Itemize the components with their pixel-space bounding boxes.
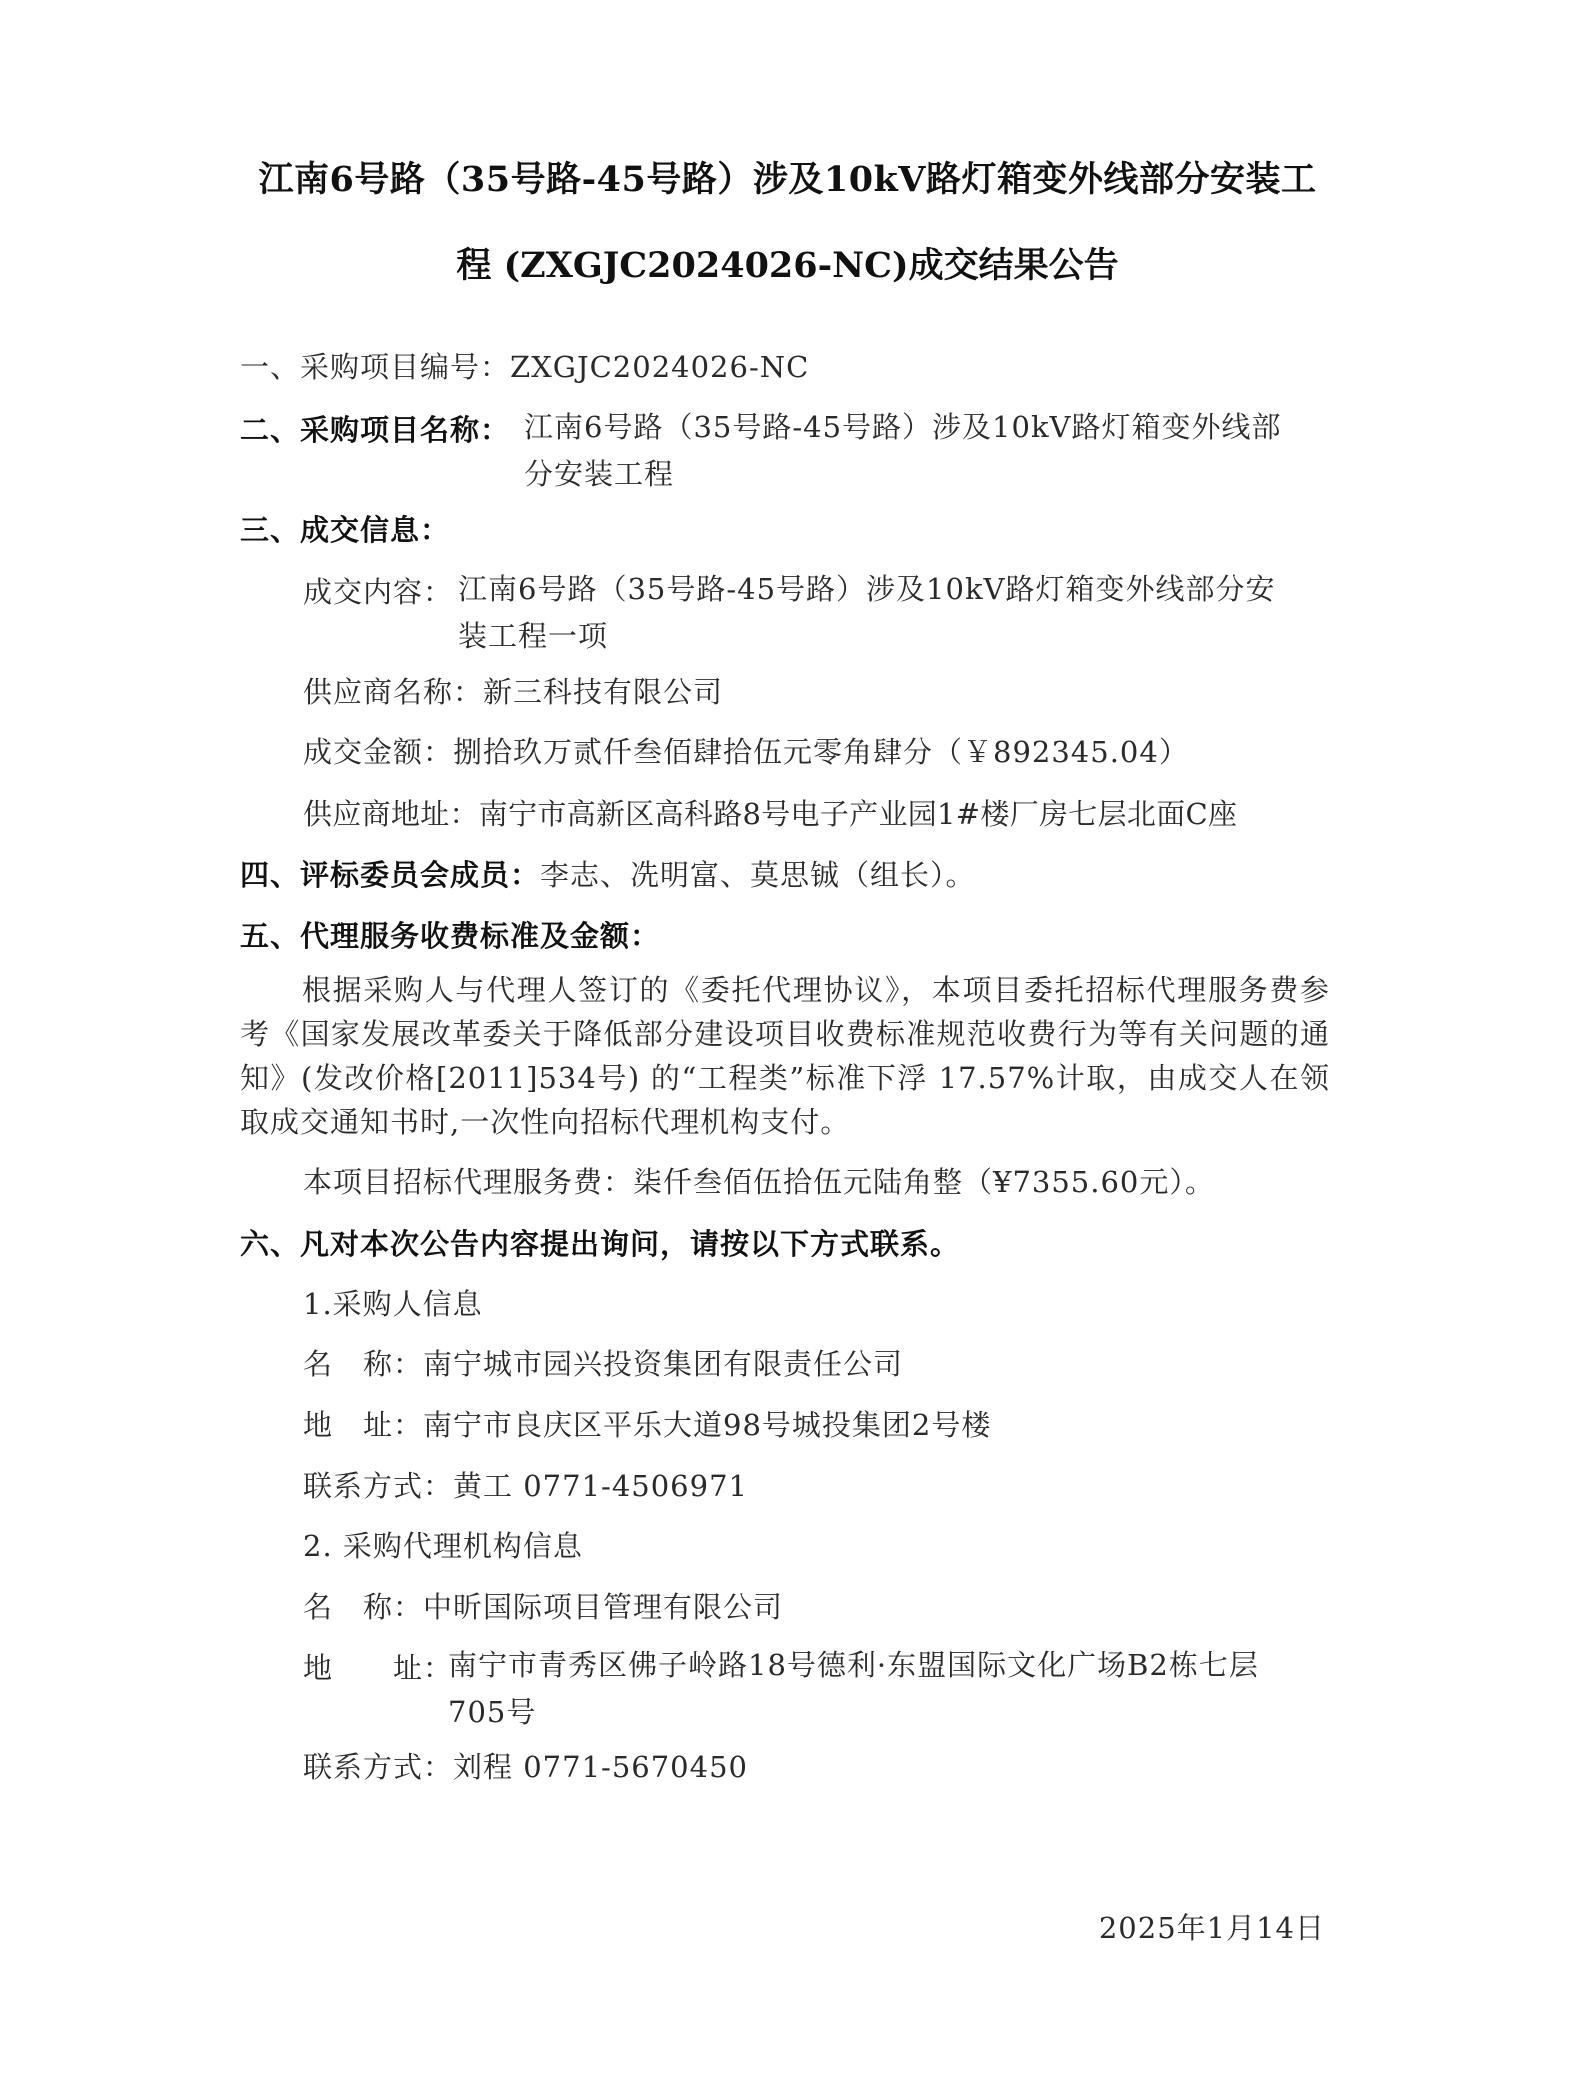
agency-fee-amount: 本项目招标代理服务费：柒仟叁佰伍拾伍元陆角整（¥7355.60元）。 bbox=[303, 1165, 1215, 1199]
deal-content-line-2: 装工程一项 bbox=[458, 619, 609, 653]
document-title-line-1: 江南6号路（35号路-45号路）涉及10kV路灯箱变外线部分安装工 bbox=[258, 159, 1317, 200]
document-title-line-2: 程 (ZXGJC2024026-NC)成交结果公告 bbox=[456, 245, 1119, 286]
agency-address bbox=[448, 1642, 1259, 1736]
deal-amount: 成交金额：捌拾玖万贰仟叁佰肆拾伍元零角肆分（￥892345.04） bbox=[303, 735, 1189, 769]
committee-label: 四、评标委员会成员： bbox=[240, 858, 541, 892]
deal-content-value bbox=[458, 566, 1275, 660]
agency-fee-paragraph: 根据采购人与代理人签订的《委托代理协议》，本项目委托招标代理服务费参考《国家发展改革委关于降低部分建设项目收费标准规范收费行为等有关问题的通知》(发改价格[2011]534号) 的“工程类”标准下浮 17.57%计取，由成交人在领取成交通知书时,一次性向招标代理机构支付。 bbox=[240, 973, 1330, 1139]
deal-content-label: 成交内容： bbox=[303, 575, 454, 609]
contact-heading: 六、凡对本次公告内容提出询问，请按以下方式联系。 bbox=[240, 1227, 961, 1261]
project-number-label: 一、采购项目编号： bbox=[240, 350, 511, 384]
buyer-name: 名 称：南宁城市园兴投资集团有限责任公司 bbox=[303, 1347, 904, 1381]
agency-fee-heading: 五、代理服务收费标准及金额： bbox=[240, 919, 661, 953]
agency-info-heading: 2. 采购代理机构信息 bbox=[303, 1529, 583, 1563]
project-name-value-line-1: 江南6号路（35号路-45号路）涉及10kV路灯箱变外线部 bbox=[524, 410, 1282, 444]
project-name-value-line-2: 分安装工程 bbox=[524, 457, 675, 491]
agency-name: 名 称：中昕国际项目管理有限公司 bbox=[303, 1590, 784, 1624]
buyer-info-heading: 1.采购人信息 bbox=[303, 1287, 483, 1321]
agency-address-line-2: 705号 bbox=[448, 1695, 537, 1729]
project-number-value: ZXGJC2024026-NC bbox=[510, 350, 810, 384]
section-project-number bbox=[240, 345, 809, 386]
buyer-address: 地 址：南宁市良庆区平乐大道98号城投集团2号楼 bbox=[303, 1408, 992, 1442]
agency-address-label: 地 址： bbox=[303, 1651, 454, 1685]
agency-contact: 联系方式：刘程 0771-5670450 bbox=[303, 1750, 748, 1784]
project-name-value bbox=[524, 404, 1281, 498]
buyer-contact: 联系方式：黄工 0771-4506971 bbox=[303, 1469, 748, 1503]
committee-value: 李志、冼明富、莫思铖（组长）。 bbox=[540, 858, 976, 892]
project-name-label: 二、采购项目名称： bbox=[240, 413, 511, 447]
deal-content-line-1: 江南6号路（35号路-45号路）涉及10kV路灯箱变外线部分安 bbox=[458, 572, 1276, 606]
supplier-name: 供应商名称：新三科技有限公司 bbox=[303, 675, 724, 709]
deal-info-heading: 三、成交信息： bbox=[240, 513, 451, 547]
supplier-address: 供应商地址：南宁市高新区高科路8号电子产业园1#楼厂房七层北面C座 bbox=[303, 797, 1238, 831]
announcement-date: 2025年1月14日 bbox=[1098, 1911, 1325, 1945]
committee-members bbox=[240, 853, 976, 894]
agency-address-line-1: 南宁市青秀区佛子岭路18号德利·东盟国际文化广场B2栋七层 bbox=[448, 1648, 1259, 1682]
